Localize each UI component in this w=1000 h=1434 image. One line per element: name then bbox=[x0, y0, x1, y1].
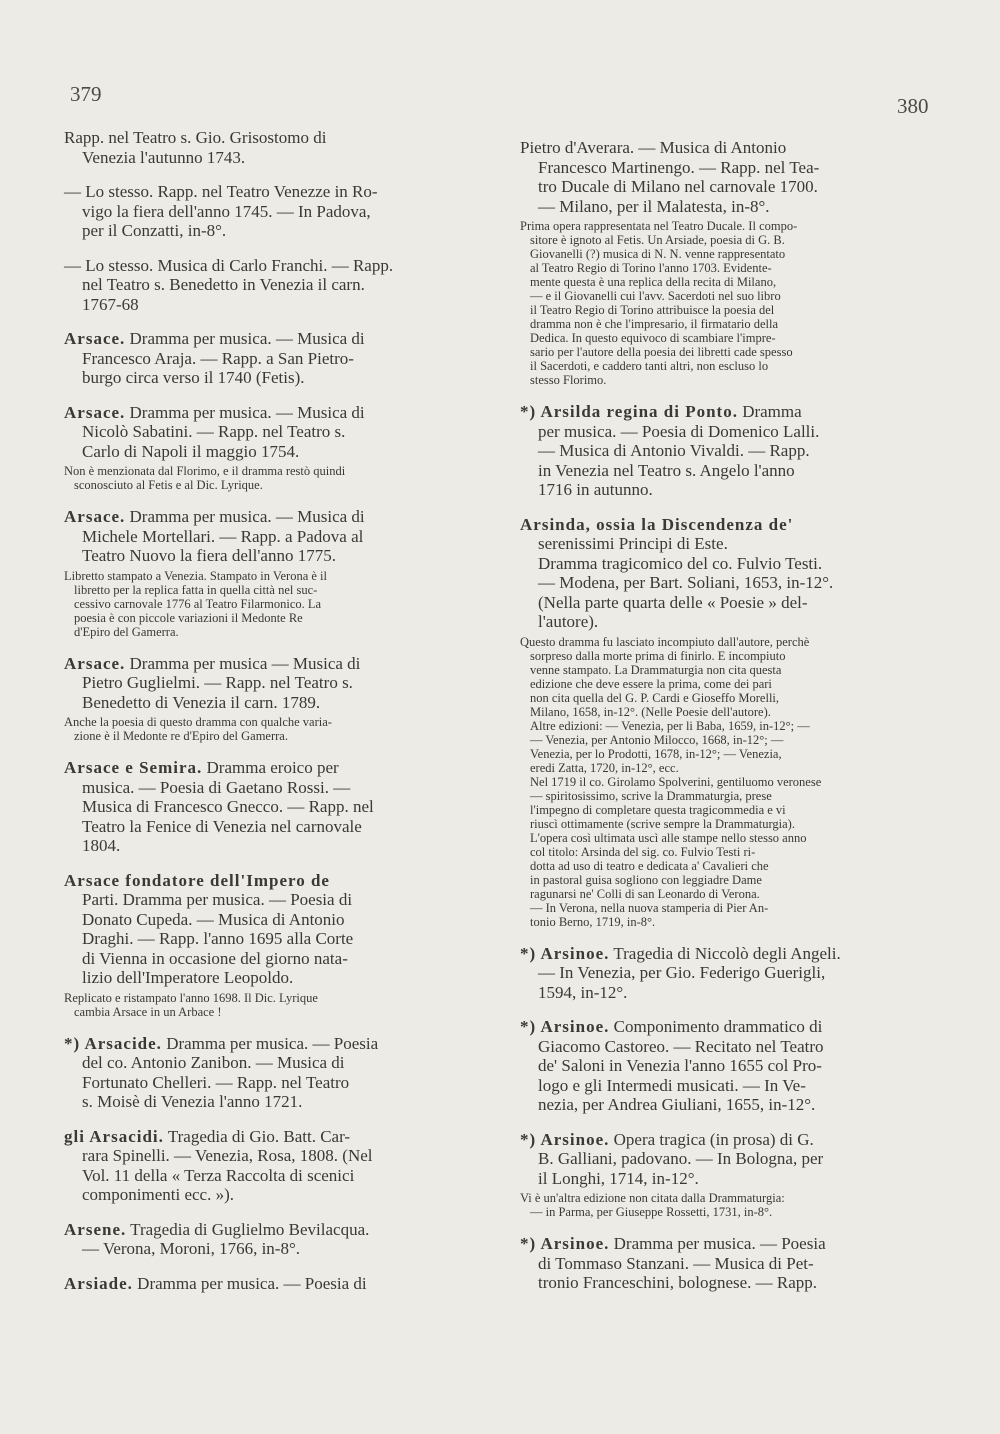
entry-line: L'opera così ultimata uscì alle stampe nello stesso anno bbox=[530, 830, 807, 845]
entry-line: Fortunato Chelleri. — Rapp. nel Teatro bbox=[82, 1072, 350, 1092]
entry-line: poesia è con piccole variazioni il Medonte Re bbox=[74, 610, 303, 625]
entry-line: Vi è un'altra edizione non citata dalla Drammaturgia: bbox=[520, 1191, 785, 1205]
entry-line: Milano, 1658, in-12°. (Nelle Poesie dell'autore). bbox=[530, 704, 771, 719]
entry-line: Opera tragica (in prosa) di G. bbox=[609, 1129, 814, 1149]
entry-line: Anche la poesia di questo dramma con qualche varia- bbox=[64, 715, 332, 729]
entry-line: Libretto stampato a Venezia. Stampato in Verona è il bbox=[64, 568, 328, 583]
entry-line: di Vienna in occasione del giorno nata- bbox=[82, 948, 348, 968]
entry-line: Teatro Nuovo la fiera dell'anno 1775. bbox=[82, 546, 336, 565]
entry-headword: Arsace e Semira. bbox=[64, 758, 203, 777]
entry-line: Pietro d'Averara. — Musica di Antonio bbox=[520, 138, 787, 157]
entry-line: 1594, in-12°. bbox=[538, 982, 628, 1002]
entry-line: Dramma per musica. — Musica di bbox=[125, 507, 365, 526]
entry-line: — Milano, per il Malatesta, in-8°. bbox=[538, 196, 770, 216]
entry-line: — Lo stesso. Rapp. nel Teatro Venezze in Ro- bbox=[64, 182, 378, 201]
entry-line: ragunarsi ne' Colli di san Leonardo di Verona. bbox=[530, 886, 760, 901]
entry-line: Dramma tragicomico del co. Fulvio Testi. bbox=[538, 553, 823, 573]
entry-line: Dramma bbox=[737, 402, 802, 421]
catalog-entry bbox=[64, 1274, 472, 1294]
entry-line: s. Moisè di Venezia l'anno 1721. bbox=[82, 1092, 303, 1111]
entry-line: vigo la fiera dell'anno 1745. — In Padova, bbox=[82, 201, 371, 221]
entry-line: dotta ad uso di teatro e dedicata a' Cavalieri che bbox=[530, 858, 769, 873]
entry-line: — in Parma, per Giuseppe Rossetti, 1731, in-8°. bbox=[530, 1205, 773, 1219]
entry-line: Dramma per musica. — Poesia di bbox=[132, 1273, 367, 1293]
entry-line: componimenti ecc. »). bbox=[82, 1185, 235, 1204]
entry-line: in pastoral guisa sogliono con leggiadre Dame bbox=[530, 872, 762, 887]
entry-headword: *) Arsilda regina di Ponto. bbox=[520, 402, 738, 421]
entry-line: eredi Zatta, 1720, in-12°, ecc. bbox=[530, 760, 679, 775]
entry-line: riuscì ottimamente (scrive sempre la Drammaturgia). bbox=[530, 816, 795, 831]
entry-line: Non è menzionata dal Florimo, e il dramma restò quindi bbox=[64, 464, 346, 478]
footnote-block bbox=[64, 715, 472, 743]
catalog-entry bbox=[64, 758, 472, 856]
entry-line: Altre edizioni: — Venezia, per li Baba, 1659, in-12°; — bbox=[530, 718, 810, 733]
entry-line: tronio Franceschini, bolognese. — Rapp. bbox=[538, 1273, 818, 1292]
entry-line: de' Saloni in Venezia l'anno 1655 col Pro- bbox=[538, 1056, 822, 1075]
entry-line: dramma non è che l'impresario, il firmatario della bbox=[530, 317, 778, 331]
entry-line: venne stampato. La Drammaturgia non cita questa bbox=[530, 662, 782, 677]
entry-line: di Tommaso Stanzani. — Musica di Pet- bbox=[538, 1253, 814, 1273]
entry-line: — In Verona, nella nuova stamperia di Pier An- bbox=[530, 900, 769, 915]
entry-headword: Arsiade. bbox=[64, 1273, 133, 1293]
entry-line: cambia Arsace in un Arbace ! bbox=[74, 1004, 222, 1019]
entry-line: del co. Antonio Zanibon. — Musica di bbox=[82, 1053, 345, 1072]
entry-headword: Arsene. bbox=[64, 1219, 127, 1239]
entry-headword: Arsace fondatore dell'Impero de bbox=[64, 870, 330, 890]
entry-line: tonio Berno, 1719, in-8°. bbox=[530, 914, 656, 929]
entry-line: Nel 1719 il co. Girolamo Spolverini, gentiluomo veronese bbox=[530, 774, 822, 789]
entry-line: Dramma per musica. — Musica di bbox=[125, 402, 365, 422]
entry-line: Prima opera rappresentata nel Teatro Ducale. Il compo- bbox=[520, 219, 798, 233]
page-number-left: 379 bbox=[70, 82, 102, 106]
entry-line: Dramma per musica. — Musica di bbox=[125, 329, 365, 348]
entry-line: Venezia l'autunno 1743. bbox=[82, 147, 246, 167]
left-column bbox=[64, 128, 472, 1308]
entry-line: Francesco Araja. — Rapp. a San Pietro- bbox=[82, 348, 354, 368]
entry-line: Tragedia di Niccolò degli Angeli. bbox=[609, 943, 841, 963]
entry-line: Nicolò Sabatini. — Rapp. nel Teatro s. bbox=[82, 422, 346, 441]
footnote-block bbox=[64, 569, 472, 639]
catalog-entry bbox=[520, 944, 934, 1003]
entry-line: — Musica di Antonio Vivaldi. — Rapp. bbox=[538, 441, 810, 460]
entry-line: — Lo stesso. Musica di Carlo Franchi. — Rapp. bbox=[64, 255, 394, 275]
catalog-entry bbox=[520, 515, 934, 632]
entry-line: Dedica. In questo equivoco di scambiare l'impre- bbox=[530, 331, 776, 345]
catalog-entry bbox=[64, 871, 472, 988]
entry-headword: *) Arsinoe. bbox=[520, 943, 610, 963]
entry-line: sitore è ignoto al Fetis. Un Arsiade, poesia di G. B. bbox=[530, 233, 785, 247]
entry-line: lizio dell'Imperatore Leopoldo. bbox=[82, 968, 294, 987]
entry-line: nel Teatro s. Benedetto in Venezia il carn. bbox=[82, 275, 365, 294]
catalog-entry bbox=[64, 128, 472, 167]
entry-line: 1716 in autunno. bbox=[538, 480, 653, 499]
footnote-block bbox=[520, 219, 934, 387]
catalog-entry bbox=[520, 1234, 934, 1293]
catalog-entry bbox=[64, 256, 472, 315]
entry-line: Benedetto di Venezia il carn. 1789. bbox=[82, 692, 321, 712]
entry-line: tro Ducale di Milano nel carnovale 1700. bbox=[538, 177, 818, 196]
entry-line: Giacomo Castoreo. — Recitato nel Teatro bbox=[538, 1036, 824, 1056]
entry-line: Dramma eroico per bbox=[202, 758, 339, 777]
entry-line: in Venezia nel Teatro s. Angelo l'anno bbox=[538, 460, 795, 480]
entry-headword: Arsace. bbox=[64, 329, 126, 348]
entry-line: Venezia, per lo Prodotti, 1678, in-12°; — Venezia, bbox=[530, 746, 782, 761]
entry-line: Tragedia di Gio. Batt. Car- bbox=[163, 1126, 351, 1146]
entry-line: Dramma per musica. — Poesia bbox=[161, 1033, 379, 1053]
entry-line: l'impegno di completare questa tragicommedia e vi bbox=[530, 802, 786, 817]
entry-line: Michele Mortellari. — Rapp. a Padova al bbox=[82, 526, 364, 546]
entry-line: Carlo di Napoli il maggio 1754. bbox=[82, 441, 300, 461]
entry-line: Dramma per musica. — Poesia bbox=[609, 1234, 826, 1253]
entry-line: sconosciuto al Fetis e al Dic. Lyrique. bbox=[74, 478, 263, 492]
catalog-entry bbox=[64, 403, 472, 462]
catalog-entry bbox=[64, 1127, 472, 1205]
entry-line: per il Conzatti, in-8°. bbox=[82, 221, 227, 240]
entry-line: burgo circa verso il 1740 (Fetis). bbox=[82, 368, 305, 387]
catalog-entry bbox=[64, 1034, 472, 1112]
entry-headword: *) Arsinoe. bbox=[520, 1017, 610, 1036]
catalog-entry bbox=[520, 402, 934, 500]
entry-line: Musica di Francesco Gnecco. — Rapp. nel bbox=[82, 797, 374, 816]
entry-line: Rapp. nel Teatro s. Gio. Grisostomo di bbox=[64, 128, 327, 147]
entry-line: Tragedia di Guglielmo Bevilacqua. bbox=[126, 1219, 370, 1239]
entry-line: Questo dramma fu lasciato incompiuto dall'autore, perchè bbox=[520, 634, 810, 649]
entry-line: zione è il Medonte re d'Epiro del Gamerra. bbox=[74, 729, 288, 743]
entry-line: — Venezia, per Antonio Milocco, 1668, in-12°; — bbox=[530, 732, 784, 747]
catalog-entry bbox=[64, 507, 472, 566]
catalog-entry bbox=[64, 182, 472, 241]
entry-line: — Modena, per Bart. Soliani, 1653, in-12°. bbox=[538, 573, 834, 592]
entry-line: Francesco Martinengo. — Rapp. nel Tea- bbox=[538, 157, 820, 177]
entry-line: stesso Florimo. bbox=[530, 373, 607, 387]
entry-line: edizione che deve essere la prima, come dei pari bbox=[530, 676, 772, 691]
catalog-entry bbox=[64, 329, 472, 388]
entry-line: Donato Cupeda. — Musica di Antonio bbox=[82, 909, 345, 929]
entry-line: Parti. Dramma per musica. — Poesia di bbox=[82, 890, 353, 909]
catalog-entry bbox=[520, 1017, 934, 1115]
entry-line: mente questa è una replica della recita di Milano, bbox=[530, 275, 777, 289]
entry-headword: *) Arsinoe. bbox=[520, 1234, 610, 1253]
entry-line: rara Spinelli. — Venezia, Rosa, 1808. (Nel bbox=[82, 1146, 373, 1165]
entry-line: — spiritosissimo, scrive la Drammaturgia, prese bbox=[530, 788, 772, 803]
entry-headword: Arsace. bbox=[64, 402, 126, 422]
entry-line: Pietro Guglielmi. — Rapp. nel Teatro s. bbox=[82, 673, 353, 692]
catalog-entry bbox=[520, 1130, 934, 1189]
entry-headword: gli Arsacidi. bbox=[64, 1126, 164, 1146]
entry-line: libretto per la replica fatta in quella città nel suc- bbox=[74, 582, 318, 597]
entry-line: Teatro la Fenice di Venezia nel carnovale bbox=[82, 816, 362, 836]
right-column bbox=[520, 138, 934, 1308]
entry-headword: Arsinda, ossia la Discendenza de' bbox=[520, 514, 794, 534]
entry-line: nezia, per Andrea Giuliani, 1655, in-12°. bbox=[538, 1095, 816, 1114]
entry-line: B. Galliani, padovano. — In Bologna, per bbox=[538, 1149, 824, 1168]
entry-line: cessivo carnovale 1776 al Teatro Filarmonico. La bbox=[74, 596, 322, 611]
entry-line: il Longhi, 1714, in-12°. bbox=[538, 1168, 699, 1188]
entry-headword: *) Arsinoe. bbox=[520, 1129, 610, 1149]
entry-headword: Arsace. bbox=[64, 653, 126, 673]
footnote-block bbox=[520, 635, 934, 929]
entry-line: sario per l'autore della poesia dei libretti cade spesso bbox=[530, 345, 793, 359]
entry-line: serenissimi Principi di Este. bbox=[538, 534, 728, 553]
entry-line: musica. — Poesia di Gaetano Rossi. — bbox=[82, 777, 351, 797]
entry-line: per musica. — Poesia di Domenico Lalli. bbox=[538, 421, 820, 441]
entry-line: logo e gli Intermedi musicati. — In Ve- bbox=[538, 1075, 806, 1095]
footnote-block bbox=[520, 1191, 934, 1219]
catalog-entry bbox=[64, 1220, 472, 1259]
entry-line: Giovanelli (?) musica di N. N. venne rappresentato bbox=[530, 247, 786, 261]
page-number-right: 380 bbox=[897, 94, 929, 118]
entry-line: l'autore). bbox=[538, 612, 599, 631]
entry-line: il Teatro Regio di Torino attribuisce la poesia del bbox=[530, 303, 775, 317]
entry-line: (Nella parte quarta delle « Poesie » del- bbox=[538, 592, 808, 612]
entry-line: il Sacerdoti, e caddero tanti altri, non escluso lo bbox=[530, 359, 769, 373]
entry-line: non cita quella del G. P. Cardi e Gioseffo Morelli, bbox=[530, 690, 780, 705]
entry-line: col titolo: Arsinda del sig. co. Fulvio Testi ri- bbox=[530, 844, 756, 859]
entry-headword: Arsace. bbox=[64, 507, 126, 526]
entry-line: Replicato e ristampato l'anno 1698. Il Dic. Lyrique bbox=[64, 990, 318, 1005]
entry-line: Vol. 11 della « Terza Raccolta di scenici bbox=[82, 1165, 355, 1185]
entry-line: — In Venezia, per Gio. Federigo Guerigli, bbox=[538, 963, 826, 982]
entry-line: 1804. bbox=[82, 836, 121, 855]
footnote-block bbox=[64, 991, 472, 1019]
entry-line: — e il Giovanelli cui l'avv. Sacerdoti nel suo libro bbox=[530, 289, 781, 303]
catalog-entry bbox=[64, 654, 472, 713]
entry-line: 1767-68 bbox=[82, 294, 139, 314]
entry-line: Dramma per musica — Musica di bbox=[125, 653, 361, 673]
entry-line: Componimento drammatico di bbox=[609, 1017, 823, 1036]
entry-line: sorpreso dalla morte prima di finirlo. E incompiuto bbox=[530, 648, 786, 663]
catalog-entry bbox=[520, 138, 934, 216]
footnote-block bbox=[64, 464, 472, 492]
entry-line: Draghi. — Rapp. l'anno 1695 alla Corte bbox=[82, 929, 354, 948]
entry-line: — Verona, Moroni, 1766, in-8°. bbox=[82, 1239, 301, 1258]
entry-headword: *) Arsacide. bbox=[64, 1033, 162, 1053]
entry-line: d'Epiro del Gamerra. bbox=[74, 624, 179, 639]
entry-line: al Teatro Regio di Torino l'anno 1703. Evidente- bbox=[530, 261, 772, 275]
